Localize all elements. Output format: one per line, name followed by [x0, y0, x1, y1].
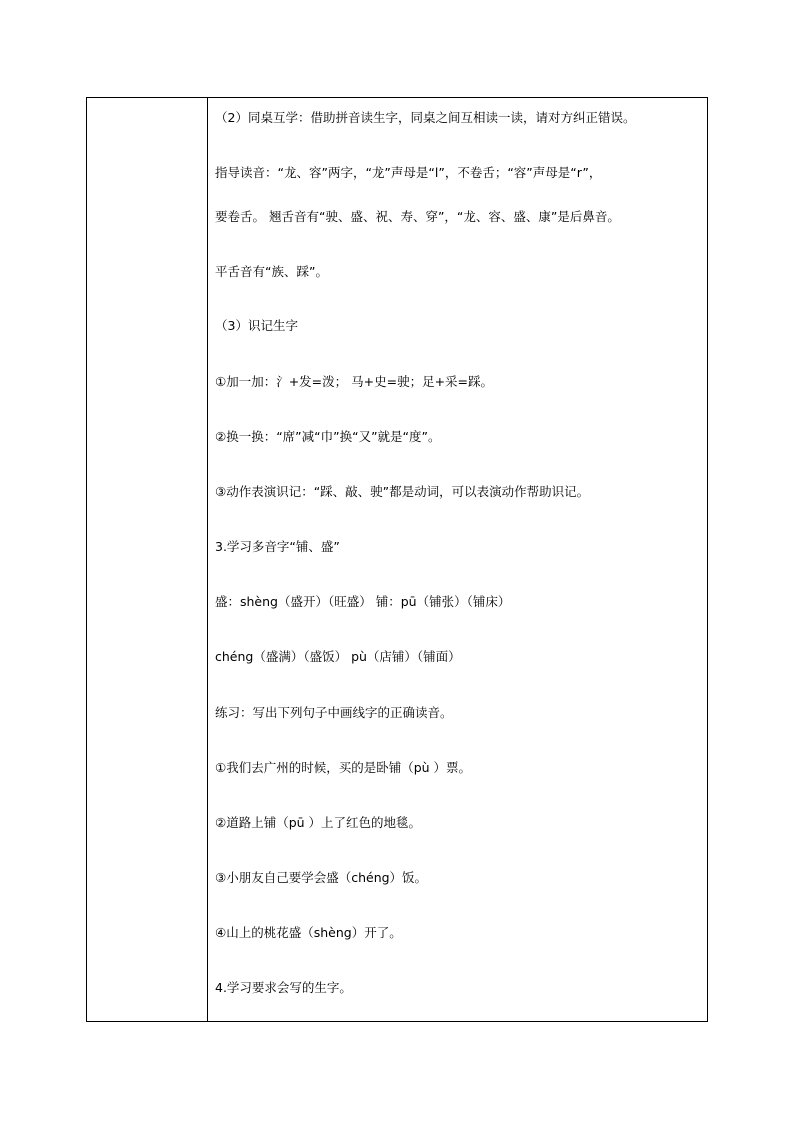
text-line: 平舌音有“族、踩”。 [215, 264, 328, 279]
left-cell-empty [87, 98, 207, 1021]
text-line: ②道路上铺（pū ）上了红色的地毯。 [215, 815, 422, 830]
text-line: ②换一换：“席”减“巾”换“又”就是“度”。 [215, 429, 441, 444]
text-line: 指导读音：“龙、容”两字，“龙”声母是“l”，不卷舌；“容”声母是“r”， [215, 165, 602, 180]
lesson-table [86, 97, 708, 1022]
text-line: chéng（盛满）（盛饭） pù（店铺）（铺面） [215, 649, 461, 664]
text-line: ④山上的桃花盛（shèng）开了。 [215, 925, 402, 940]
text-line: ①加一加：氵+发=泼； 马+史=驶；足+采=踩。 [215, 374, 494, 389]
text-line: （3）识记生字 [215, 318, 298, 333]
text-line: 练习：写出下列句子中画线字的正确读音。 [215, 705, 453, 720]
text-line: ③小朋友自己要学会盛（chéng）饭。 [215, 870, 428, 885]
text-line: 要卷舌。 翘舌音有“驶、盛、祝、寿、穿”，“龙、容、盛、康”是后鼻音。 [215, 209, 620, 224]
text-line: （2）同桌互学：借助拼音读生字，同桌之间互相读一读，请对方纠正错误。 [215, 110, 636, 125]
text-line: ①我们去广州的时候，买的是卧铺（pù ）票。 [215, 760, 472, 775]
text-line: ③动作表演识记：“踩、敲、驶”都是动词，可以表演动作帮助识记。 [215, 484, 590, 499]
column-divider [207, 98, 208, 1021]
text-line: 4.学习要求会写的生字。 [215, 980, 352, 995]
text-line: 3.学习多音字“铺、盛” [215, 539, 340, 554]
text-line: 盛：shèng（盛开）（旺盛） 铺：pū（铺张）（铺床） [215, 594, 511, 609]
